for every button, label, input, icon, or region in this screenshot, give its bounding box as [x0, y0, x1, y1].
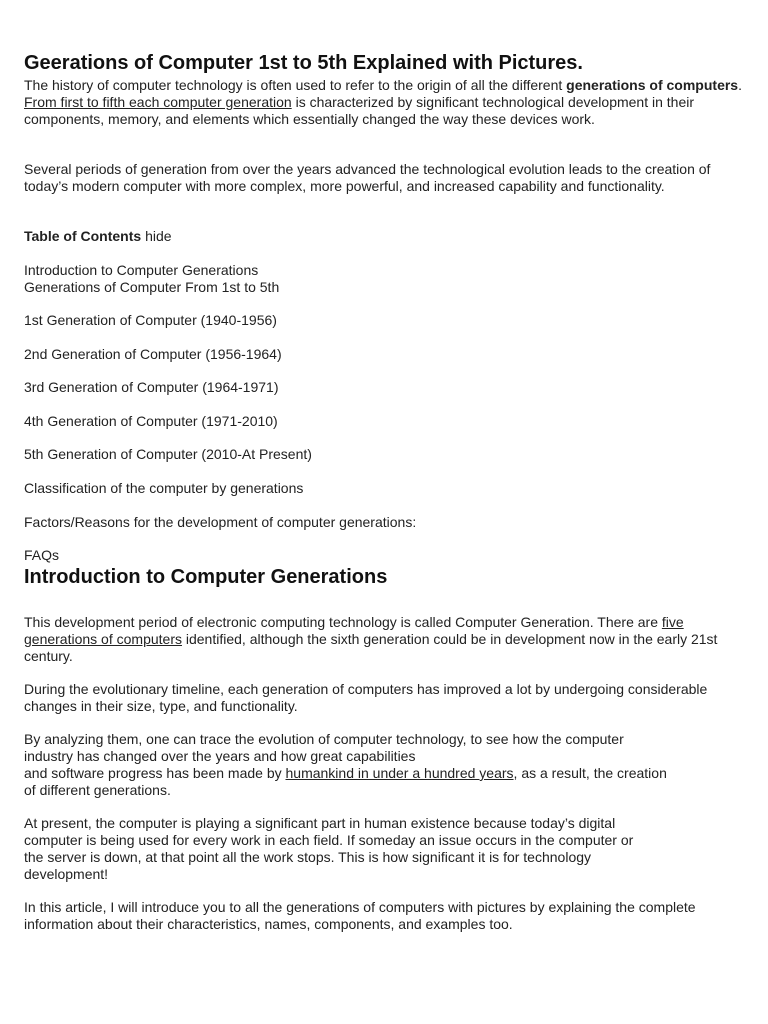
- intro-text-rest: is characterized by significant technological development in their components, memory, and elements which essentially changed the way these devices work.: [24, 93, 695, 127]
- section-p3-line-4: of different generations.: [24, 782, 171, 798]
- section-p3-line-1: By analyzing them, one can trace the evolution of computer technology, to see how the computer: [24, 731, 624, 747]
- section-p3-text: and software progress has been made by: [24, 765, 286, 781]
- intro-paragraph: [24, 77, 744, 127]
- intro-link[interactable]: From first to fifth each computer generation: [24, 93, 292, 110]
- intro-text-punct: .: [738, 77, 742, 93]
- section-paragraph-5: In this article, I will introduce you to all the generations of computers with pictures by explaining the complete information about their characteristics, names, components, and examples too.: [24, 899, 696, 932]
- intro-text: The history of computer technology is often used to refer to the origin of all the different: [24, 77, 567, 93]
- toc-item-4th-generation[interactable]: 4th Generation of Computer (1971-2010): [24, 413, 278, 429]
- toc-item-2nd-generation[interactable]: 2nd Generation of Computer (1956-1964): [24, 346, 282, 362]
- toc-item-5th-generation[interactable]: 5th Generation of Computer (2010-At Present): [24, 446, 312, 462]
- humankind-link[interactable]: humankind in under a hundred years: [285, 765, 514, 781]
- section-p1-text: This development period of electronic computing technology is called Computer Generation. There are: [24, 614, 662, 630]
- section-paragraph-2: During the evolutionary timeline, each generation of computers has improved a lot by undergoing considerable changes in their size, type, and functionality.: [24, 681, 708, 714]
- toc-item-3rd-generation[interactable]: 3rd Generation of Computer (1964-1971): [24, 379, 279, 395]
- section-heading: Introduction to Computer Generations: [24, 566, 388, 588]
- toc-heading: Table of Contents: [24, 228, 142, 244]
- section-p3-line-2: industry has changed over the years and how great capabilities: [24, 748, 416, 764]
- section-p4-line-2: computer is being used for every work in each field. If someday an issue occurs in the computer or: [24, 832, 634, 848]
- section-p3-line-3: [24, 765, 667, 782]
- intro-bold-text: generations of computers: [566, 77, 739, 93]
- section-p3-text-rest: , as a result, the creation: [513, 765, 667, 781]
- toc-item-introduction[interactable]: Introduction to Computer Generations: [24, 262, 259, 278]
- toc-hide-toggle[interactable]: hide: [145, 228, 172, 244]
- section-p4-line-4: development!: [24, 866, 109, 882]
- section-p1-text-rest: identified, although the sixth generation could be in development now in the early 21st century.: [24, 630, 718, 664]
- section-p4-line-1: At present, the computer is playing a significant part in human existence because today’s digital: [24, 815, 616, 831]
- page-title: Geerations of Computer 1st to 5th Explained with Pictures.: [24, 52, 583, 74]
- toc-item-factors[interactable]: Factors/Reasons for the development of computer generations:: [24, 514, 417, 530]
- toc-item-generations[interactable]: Generations of Computer From 1st to 5th: [24, 279, 280, 295]
- section-paragraph-1: [24, 614, 744, 664]
- five-generations-link[interactable]: five generations of computers: [24, 614, 684, 647]
- toc-item-faqs[interactable]: FAQs: [24, 547, 60, 563]
- toc-header: [24, 228, 172, 245]
- section-p4-line-3: the server is down, at that point all the work stops. This is how significant it is for technology: [24, 849, 592, 865]
- paragraph-periods: Several periods of generation from over the years advanced the technological evolution leads to the creation of today’s modern computer with more complex, more powerful, and increased capability and functionality.: [24, 161, 711, 194]
- toc-item-1st-generation[interactable]: 1st Generation of Computer (1940-1956): [24, 312, 277, 328]
- toc-item-classification[interactable]: Classification of the computer by generations: [24, 480, 304, 496]
